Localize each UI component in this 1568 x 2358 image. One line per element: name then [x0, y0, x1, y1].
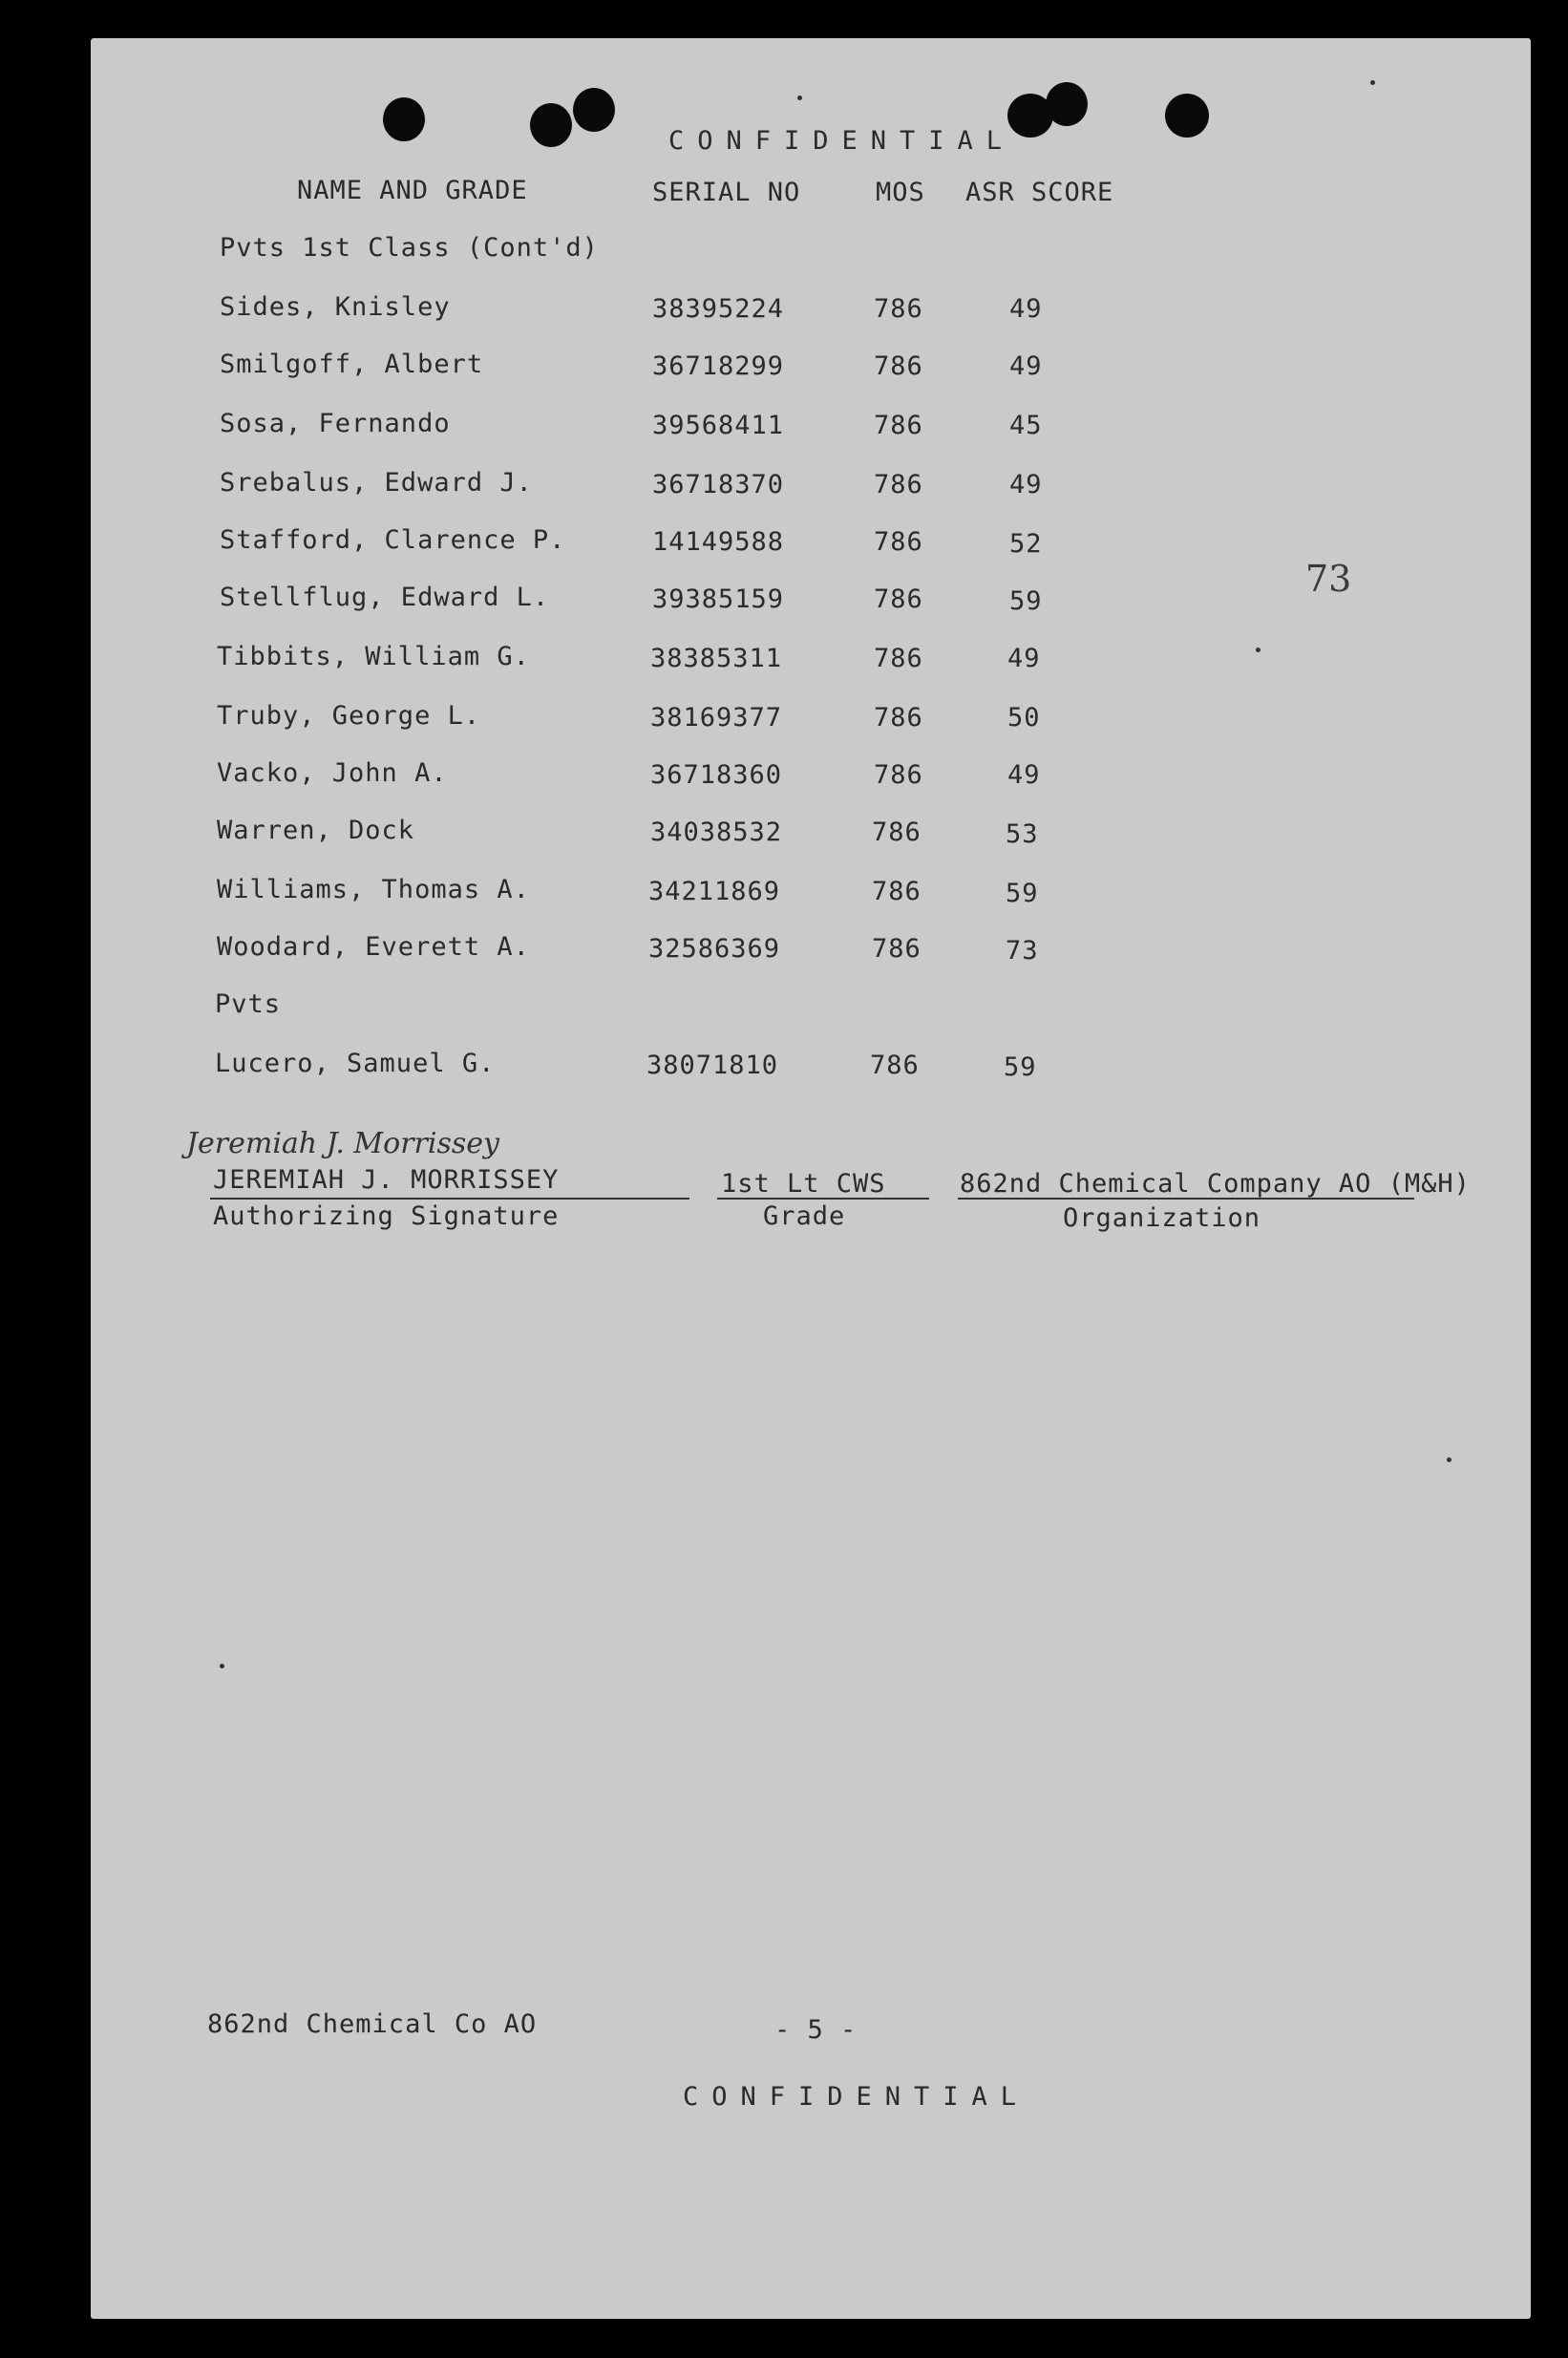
- row-serial: 38169377: [650, 703, 783, 733]
- row-asr: 52: [1009, 529, 1043, 559]
- column-header-mos: MOS: [876, 178, 925, 207]
- document-page: [91, 38, 1531, 2319]
- row-name: Srebalus, Edward J.: [220, 468, 533, 498]
- punch-hole: [1046, 82, 1088, 126]
- punch-hole: [383, 97, 425, 141]
- row-mos: 786: [874, 527, 923, 557]
- row-asr: 49: [1007, 644, 1041, 673]
- row-mos: 786: [874, 644, 923, 673]
- row-asr: 53: [1006, 819, 1039, 849]
- row-serial: 34038532: [650, 818, 783, 847]
- group-label: Pvts 1st Class (Cont'd): [220, 233, 599, 263]
- margin-number: 73: [1305, 558, 1352, 600]
- row-name: Warren, Dock: [217, 816, 415, 845]
- speck: [797, 96, 802, 100]
- punch-hole: [573, 88, 615, 132]
- row-name: Stellflug, Edward L.: [220, 583, 550, 612]
- punch-hole: [530, 103, 572, 147]
- typed-name: JEREMIAH J. MORRISSEY: [213, 1165, 560, 1195]
- row-mos: 786: [874, 470, 923, 499]
- row-serial: 34211869: [648, 877, 781, 906]
- row-serial: 36718370: [652, 470, 785, 499]
- row-asr: 49: [1009, 351, 1043, 381]
- row-name: Vacko, John A.: [217, 758, 448, 788]
- row-serial: 38071810: [646, 1051, 779, 1080]
- row-asr: 59: [1009, 586, 1043, 616]
- signature-caption: Authorizing Signature: [213, 1201, 560, 1231]
- row-asr: 59: [1004, 1052, 1037, 1082]
- column-header-asr: ASR SCORE: [965, 178, 1114, 207]
- speck: [1370, 80, 1375, 85]
- row-asr: 49: [1009, 294, 1043, 324]
- row-asr: 50: [1007, 703, 1041, 733]
- organization-caption: Organization: [1063, 1203, 1261, 1233]
- row-mos: 786: [874, 411, 923, 440]
- row-mos: 786: [874, 703, 923, 733]
- organization-value: 862nd Chemical Company AO (M&H): [960, 1169, 1471, 1199]
- row-name: Sides, Knisley: [220, 292, 451, 322]
- speck: [220, 1664, 224, 1668]
- grade-caption: Grade: [763, 1201, 846, 1231]
- row-name: Woodard, Everett A.: [217, 932, 530, 962]
- organization-line: [958, 1198, 1414, 1200]
- row-mos: 786: [872, 934, 922, 964]
- row-asr: 73: [1006, 936, 1039, 966]
- row-name: Tibbits, William G.: [217, 642, 530, 671]
- row-mos: 786: [874, 294, 923, 324]
- column-header-name: NAME AND GRADE: [297, 176, 528, 205]
- row-serial: 39385159: [652, 584, 785, 614]
- classification-footer: CONFIDENTIAL: [683, 2082, 1030, 2112]
- page-number: - 5 -: [774, 2015, 858, 2045]
- row-name: Williams, Thomas A.: [217, 875, 530, 904]
- row-serial: 36718360: [650, 760, 783, 790]
- speck: [1256, 648, 1261, 652]
- punch-hole: [1165, 94, 1209, 138]
- row-mos: 786: [872, 877, 922, 906]
- footer-unit: 862nd Chemical Co AO: [207, 2009, 538, 2039]
- row-asr: 49: [1009, 470, 1043, 499]
- row-mos: 786: [874, 351, 923, 381]
- row-name: Smilgoff, Albert: [220, 350, 484, 379]
- row-serial: 39568411: [652, 411, 785, 440]
- row-mos: 786: [874, 760, 923, 790]
- column-header-serial: SERIAL NO: [652, 178, 801, 207]
- row-name: Lucero, Samuel G.: [215, 1049, 496, 1078]
- handwritten-signature: Jeremiah J. Morrissey: [186, 1127, 499, 1160]
- group-label: Pvts: [215, 989, 282, 1019]
- row-mos: 786: [874, 584, 923, 614]
- row-serial: 38395224: [652, 294, 785, 324]
- row-asr: 59: [1006, 879, 1039, 908]
- row-name: Truby, George L.: [217, 701, 481, 731]
- row-serial: 38385311: [650, 644, 783, 673]
- row-serial: 36718299: [652, 351, 785, 381]
- row-asr: 49: [1007, 760, 1041, 790]
- row-serial: 32586369: [648, 934, 781, 964]
- row-mos: 786: [872, 818, 922, 847]
- signature-line: [210, 1198, 689, 1200]
- row-serial: 14149588: [652, 527, 785, 557]
- row-name: Sosa, Fernando: [220, 409, 451, 438]
- grade-value: 1st Lt CWS: [721, 1169, 886, 1199]
- classification-header: CONFIDENTIAL: [668, 126, 1016, 156]
- row-asr: 45: [1009, 411, 1043, 440]
- speck: [1447, 1457, 1451, 1462]
- grade-line: [717, 1198, 929, 1200]
- row-mos: 786: [870, 1051, 920, 1080]
- row-name: Stafford, Clarence P.: [220, 525, 566, 555]
